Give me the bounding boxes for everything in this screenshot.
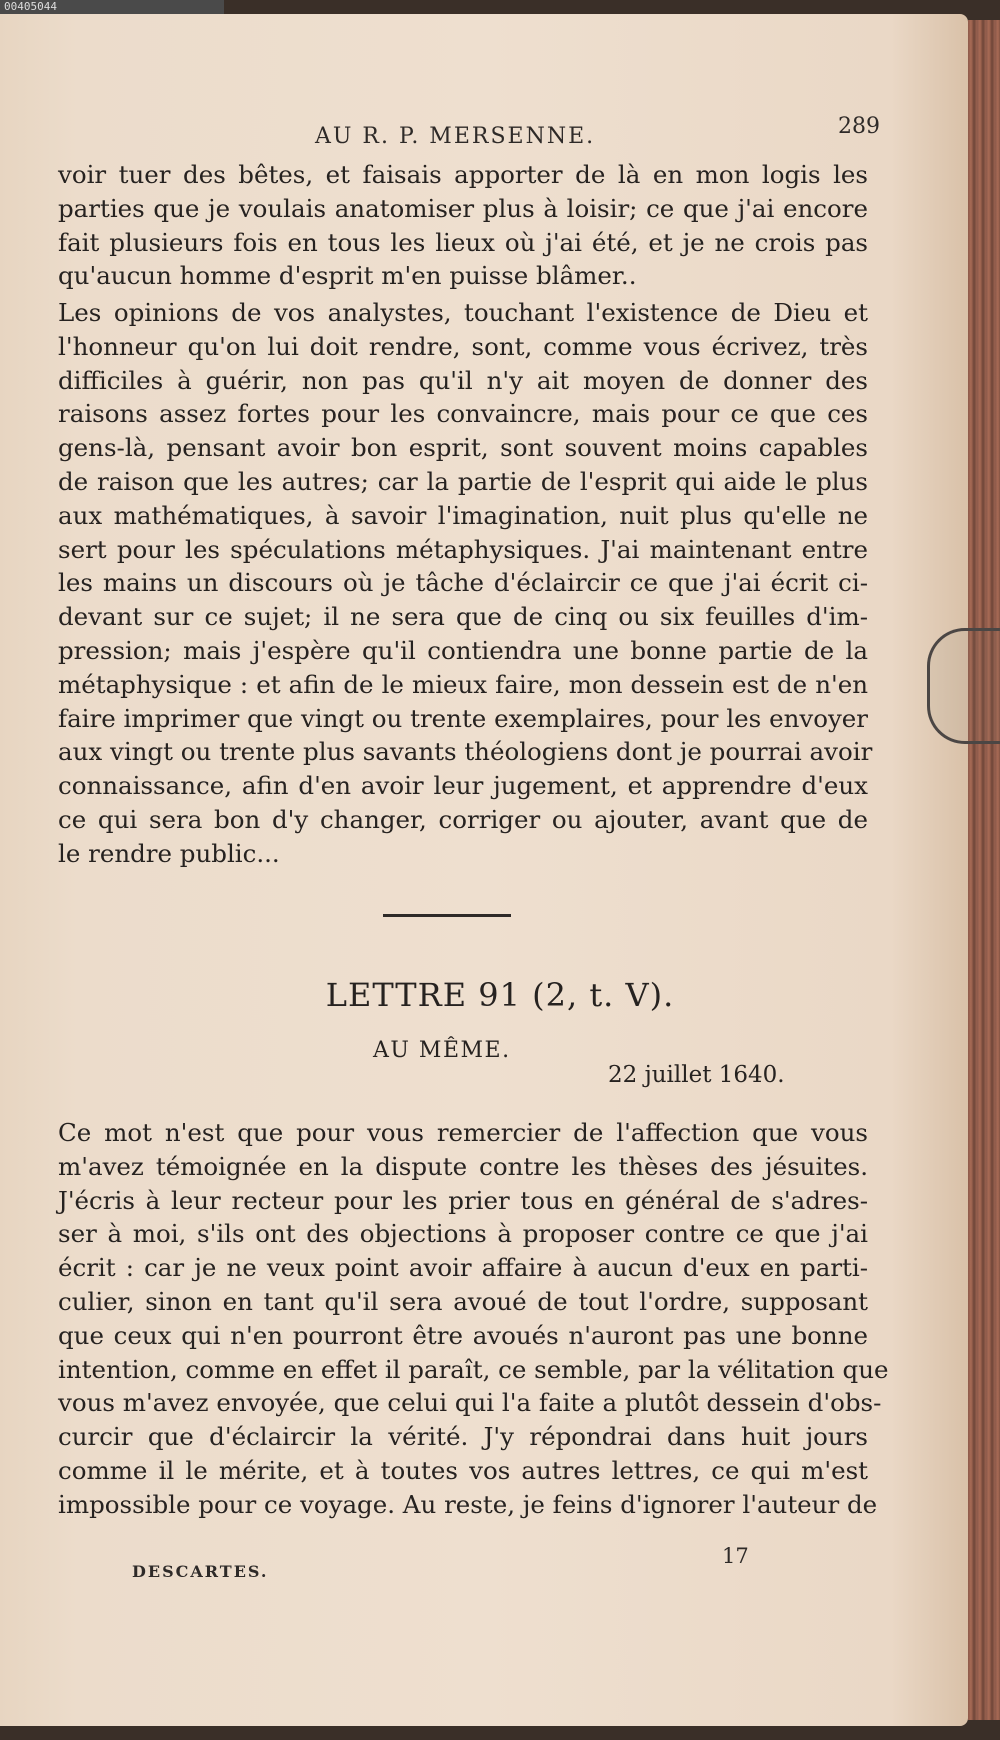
text-line: métaphysique : et afin de le mieux faire, mon dessein est de n'en	[58, 669, 868, 699]
text-line: aux vingt ou trente plus savants théologiens dont je pourrai avoir	[58, 737, 873, 767]
text-line: m'avez témoignée en la dispute contre les thèses des jésuites.	[58, 1151, 868, 1181]
text-line: curcir que d'éclaircir la vérité. J'y répondrai dans huit jours	[58, 1422, 868, 1452]
text-line: culier, sinon en tant qu'il sera avoué de tout l'ordre, supposant	[58, 1286, 868, 1316]
section-divider	[383, 914, 511, 917]
letter-recipient: AU MÊME.	[373, 1038, 511, 1063]
letter-title: LETTRE 91 (2, t. V).	[325, 976, 675, 1014]
paragraph-1	[58, 158, 868, 293]
text-line: aux mathématiques, à savoir l'imagination, nuit plus qu'elle ne	[58, 500, 868, 530]
text-line: fait plusieurs fois en tous les lieux où j'ai été, et je ne crois pas	[58, 227, 868, 257]
text-line: que ceux qui n'en pourront être avoués n'auront pas une bonne	[58, 1320, 868, 1350]
text-line: le rendre public...	[58, 838, 280, 868]
text-line: ce qui sera bon d'y changer, corriger ou ajouter, avant que de	[58, 804, 868, 834]
footer-author: DESCARTES.	[132, 1562, 269, 1581]
text-line: l'honneur qu'on lui doit rendre, sont, comme vous écrivez, très	[58, 331, 868, 361]
paragraph-2	[58, 296, 873, 871]
text-line: écrit : car je ne veux point avoir affaire à aucun d'eux en parti-	[58, 1253, 868, 1283]
running-head: AU R. P. MERSENNE.	[315, 124, 596, 149]
text-line: les mains un discours où je tâche d'éclaircir ce que j'ai écrit ci-	[58, 568, 868, 598]
text-line: intention, comme en effet il paraît, ce semble, par la vélitation que	[58, 1354, 889, 1384]
text-line: faire imprimer que vingt ou trente exemplaires, pour les envoyer	[58, 703, 868, 733]
letter-date: 22 juillet 1640.	[608, 1062, 785, 1088]
text-line: raisons assez fortes pour les convaincre, mais pour ce que ces	[58, 399, 868, 429]
text-line: gens-là, pensant avoir bon esprit, sont souvent moins capables	[58, 433, 868, 463]
text-line: Ce mot n'est que pour vous remercier de l'affection que vous	[58, 1118, 868, 1147]
text-line: voir tuer des bêtes, et faisais apporter de là en mon logis les	[58, 160, 868, 189]
text-line: ser à moi, s'ils ont des objections à proposer contre ce que j'ai	[58, 1219, 868, 1249]
scan-label: 00405044	[0, 0, 224, 14]
page-header	[60, 114, 880, 158]
text-line: difficiles à guérir, non pas qu'il n'y ait moyen de donner des	[58, 365, 868, 395]
text-line: pression; mais j'espère qu'il contiendra une bonne partie de la	[58, 635, 868, 665]
text-line: de raison que les autres; car la partie de l'esprit qui aide le plus	[58, 466, 868, 496]
text-line: devant sur ce sujet; il ne sera que de cinq ou six feuilles d'im-	[58, 602, 868, 632]
text-line: parties que je voulais anatomiser plus à loisir; ce que j'ai encore	[58, 193, 868, 223]
letter-body	[58, 1116, 889, 1522]
text-line: J'écris à leur recteur pour les prier tous en général de s'adres-	[58, 1185, 868, 1215]
page-edge-stack	[968, 20, 1000, 1720]
text-line: impossible pour ce voyage. Au reste, je feins d'ignorer l'auteur de	[58, 1489, 878, 1519]
text-line: sert pour les spéculations métaphysiques. J'ai maintenant entre	[58, 534, 868, 564]
text-line: qu'aucun homme d'esprit m'en puisse blâmer..	[58, 261, 637, 291]
text-line: comme il le mérite, et à toutes vos autres lettres, ce qui m'est	[58, 1455, 868, 1485]
text-line: connaissance, afin d'en avoir leur jugement, et apprendre d'eux	[58, 771, 868, 801]
text-line: Les opinions de vos analystes, touchant l'existence de Dieu et	[58, 298, 868, 327]
text-line: vous m'avez envoyée, que celui qui l'a faite a plutôt dessein d'obs-	[58, 1388, 882, 1418]
page-number: 289	[838, 114, 880, 139]
page-clip	[927, 628, 1000, 744]
signature-mark: 17	[722, 1544, 749, 1568]
